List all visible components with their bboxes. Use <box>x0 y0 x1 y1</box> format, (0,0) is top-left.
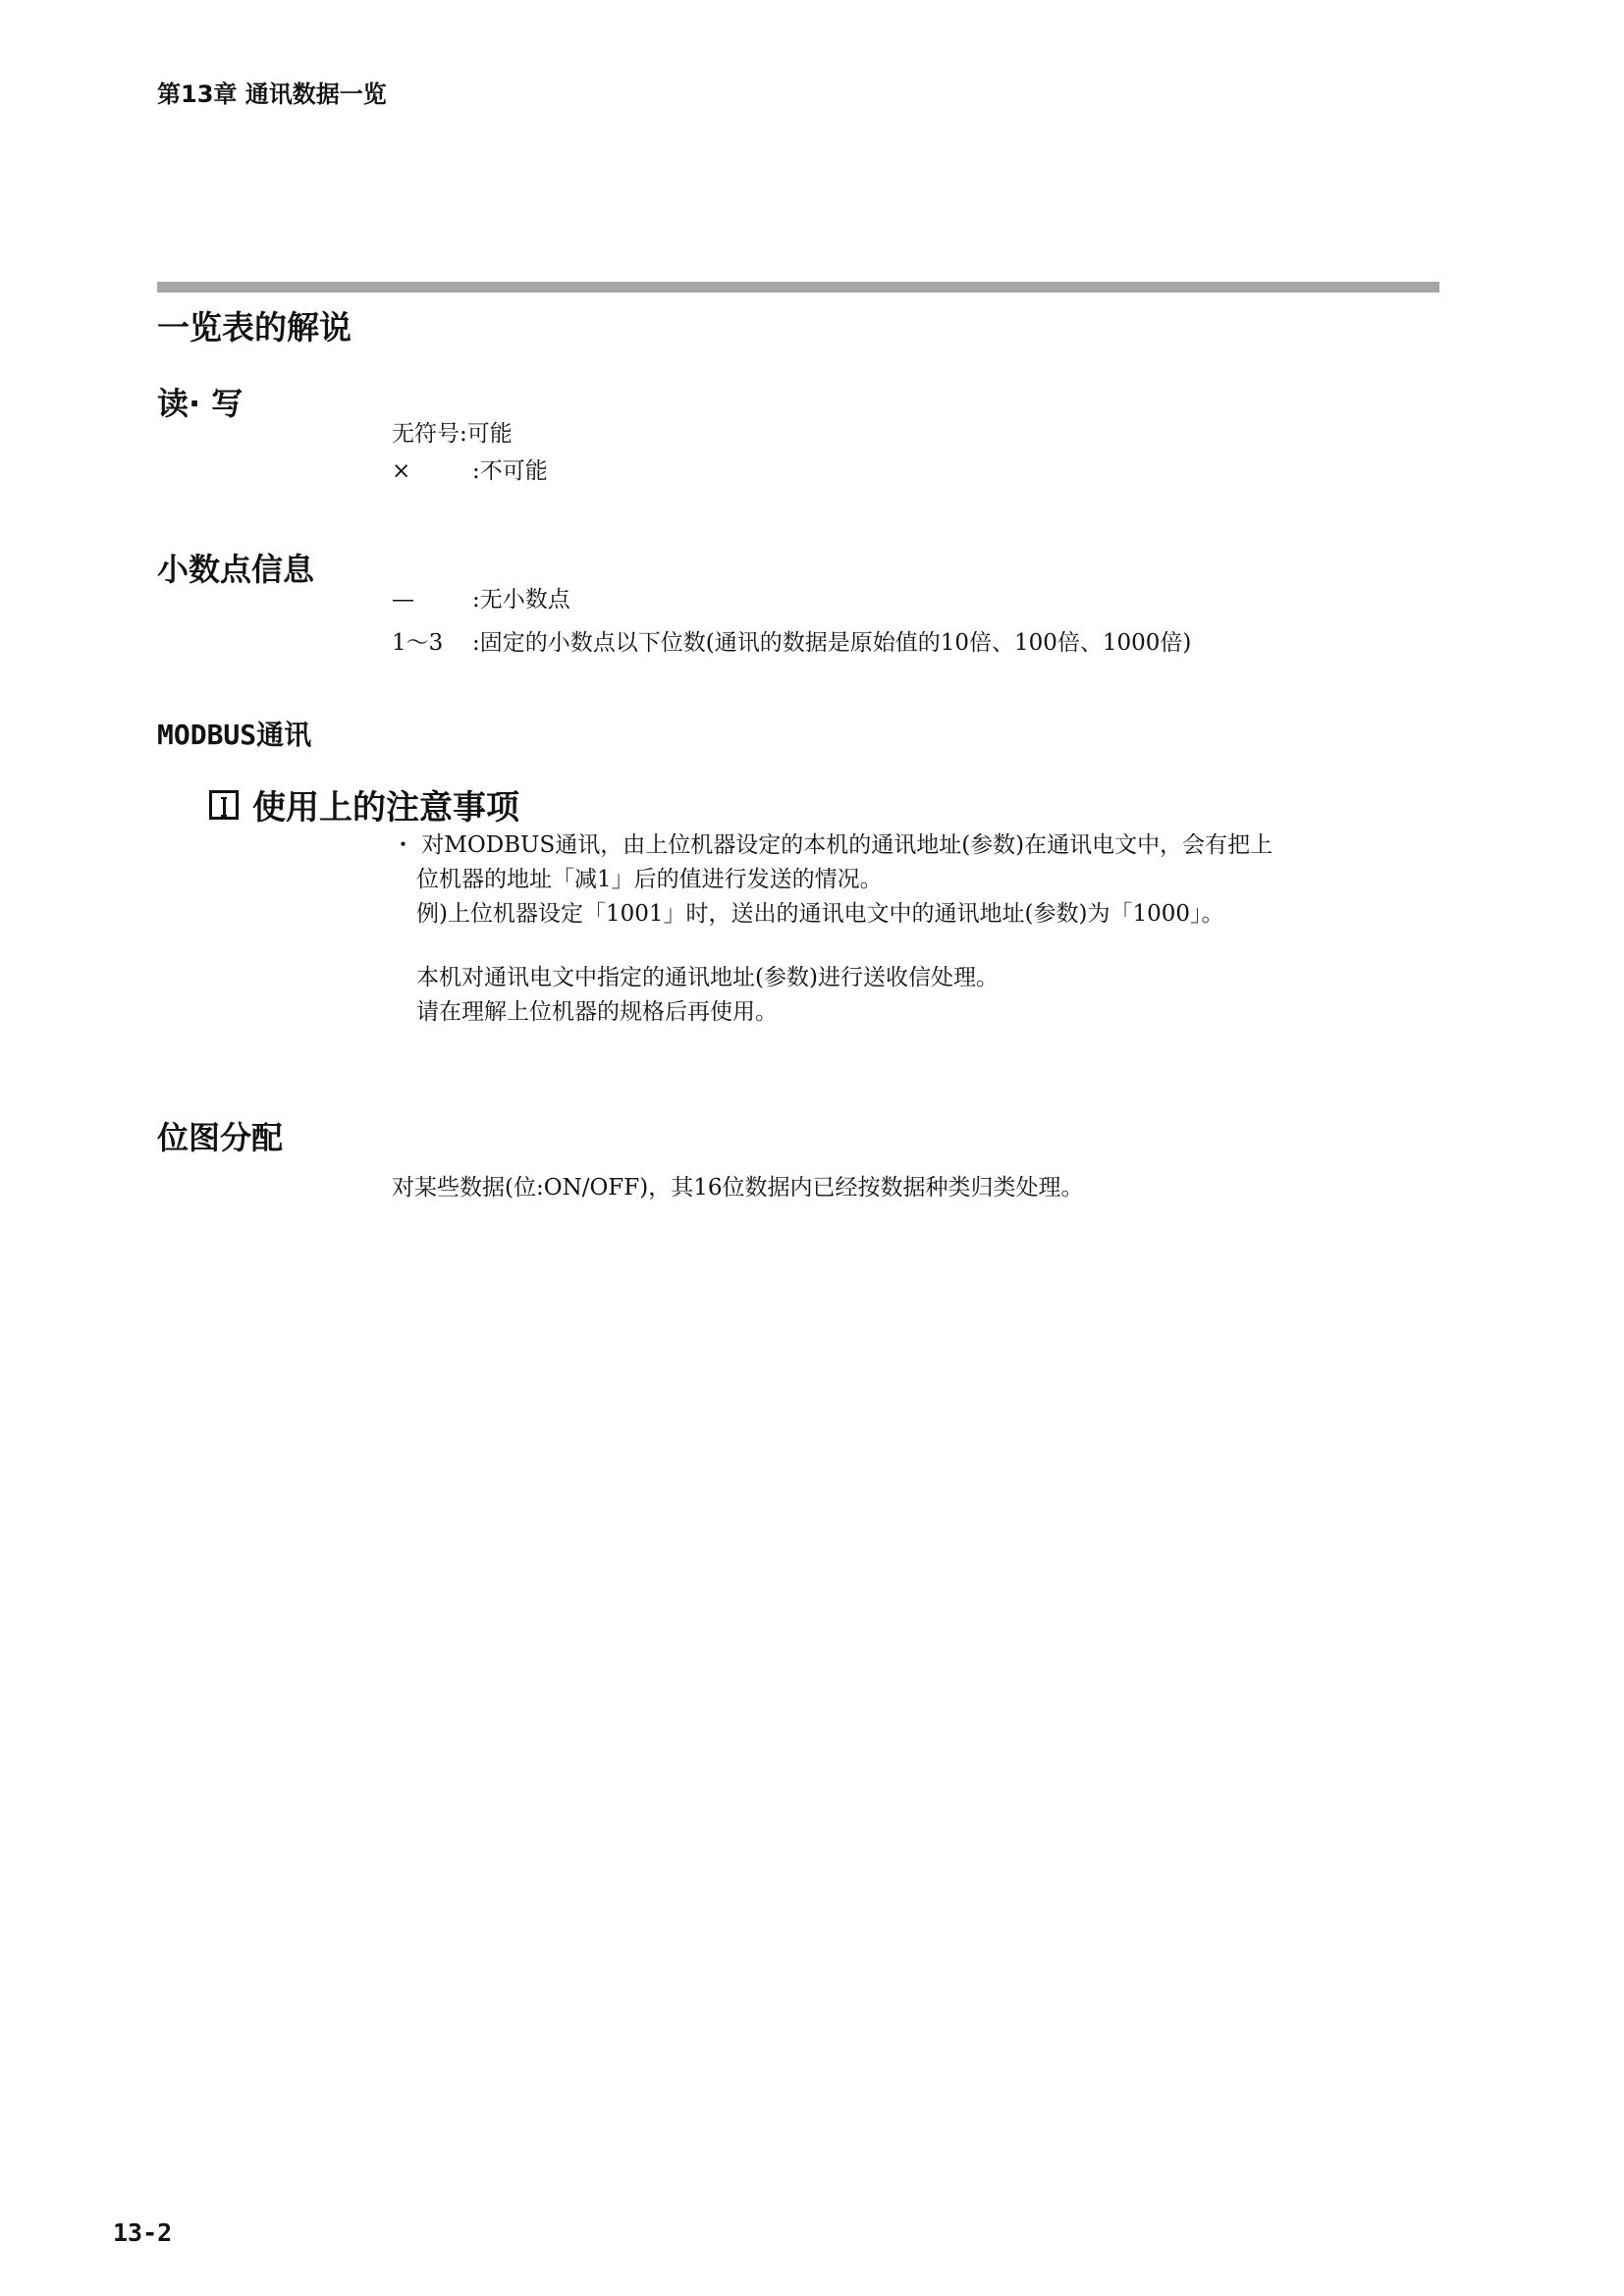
decimal-item <box>392 628 1191 658</box>
chapter-header: 第13章 通讯数据一览 <box>157 80 387 108</box>
decimal-desc: :固定的小数点以下位数(通讯的数据是原始值的10倍、100倍、1000倍) <box>472 630 1192 656</box>
decimal-heading: 小数点信息 <box>157 551 315 588</box>
rw-desc: :不可能 <box>472 458 548 484</box>
decimal-list <box>392 585 1191 658</box>
rw-term: 无符号 <box>392 421 460 447</box>
rw-heading: 读· 写 <box>157 385 244 422</box>
decimal-term: — <box>392 587 414 613</box>
modbus-line: 本机对通讯电文中指定的通讯地址(参数)进行送收信处理。 <box>416 965 999 990</box>
modbus-line: ・ 对MODBUS通讯，由上位机器设定的本机的通讯地址(参数)在通讯电文中，会有把上 <box>392 832 1273 858</box>
bitmap-heading: 位图分配 <box>157 1119 284 1156</box>
modbus-line: 例)上位机器设定「1001」时，送出的通讯电文中的通讯地址(参数)为「1000」。 <box>416 901 1224 927</box>
bitmap-text: 对某些数据(位:ON/OFF)，其16位数据内已经按数据种类归类处理。 <box>392 1175 1084 1201</box>
rw-list <box>392 419 548 486</box>
section-rule <box>157 282 1439 293</box>
rw-desc: :可能 <box>460 421 513 447</box>
decimal-desc: :无小数点 <box>472 587 570 613</box>
page-number: 13-2 <box>113 2218 173 2247</box>
rw-item <box>392 456 548 486</box>
rw-item <box>392 419 548 449</box>
modbus-heading: MODBUS通讯 <box>157 719 312 751</box>
modbus-subheading-text: 使用上的注意事项 <box>252 788 519 828</box>
modbus-subheading <box>209 780 519 828</box>
modbus-line: 请在理解上位机器的规格后再使用。 <box>416 999 778 1025</box>
modbus-line: 位机器的地址「减1」后的值进行发送的情况。 <box>416 867 883 892</box>
info-box-icon <box>209 790 239 820</box>
decimal-term: 1～3 <box>392 630 444 656</box>
decimal-item <box>392 585 1191 614</box>
modbus-note <box>392 830 1272 1027</box>
rw-term: × <box>392 458 411 484</box>
page-title: 一览表的解说 <box>157 308 352 347</box>
